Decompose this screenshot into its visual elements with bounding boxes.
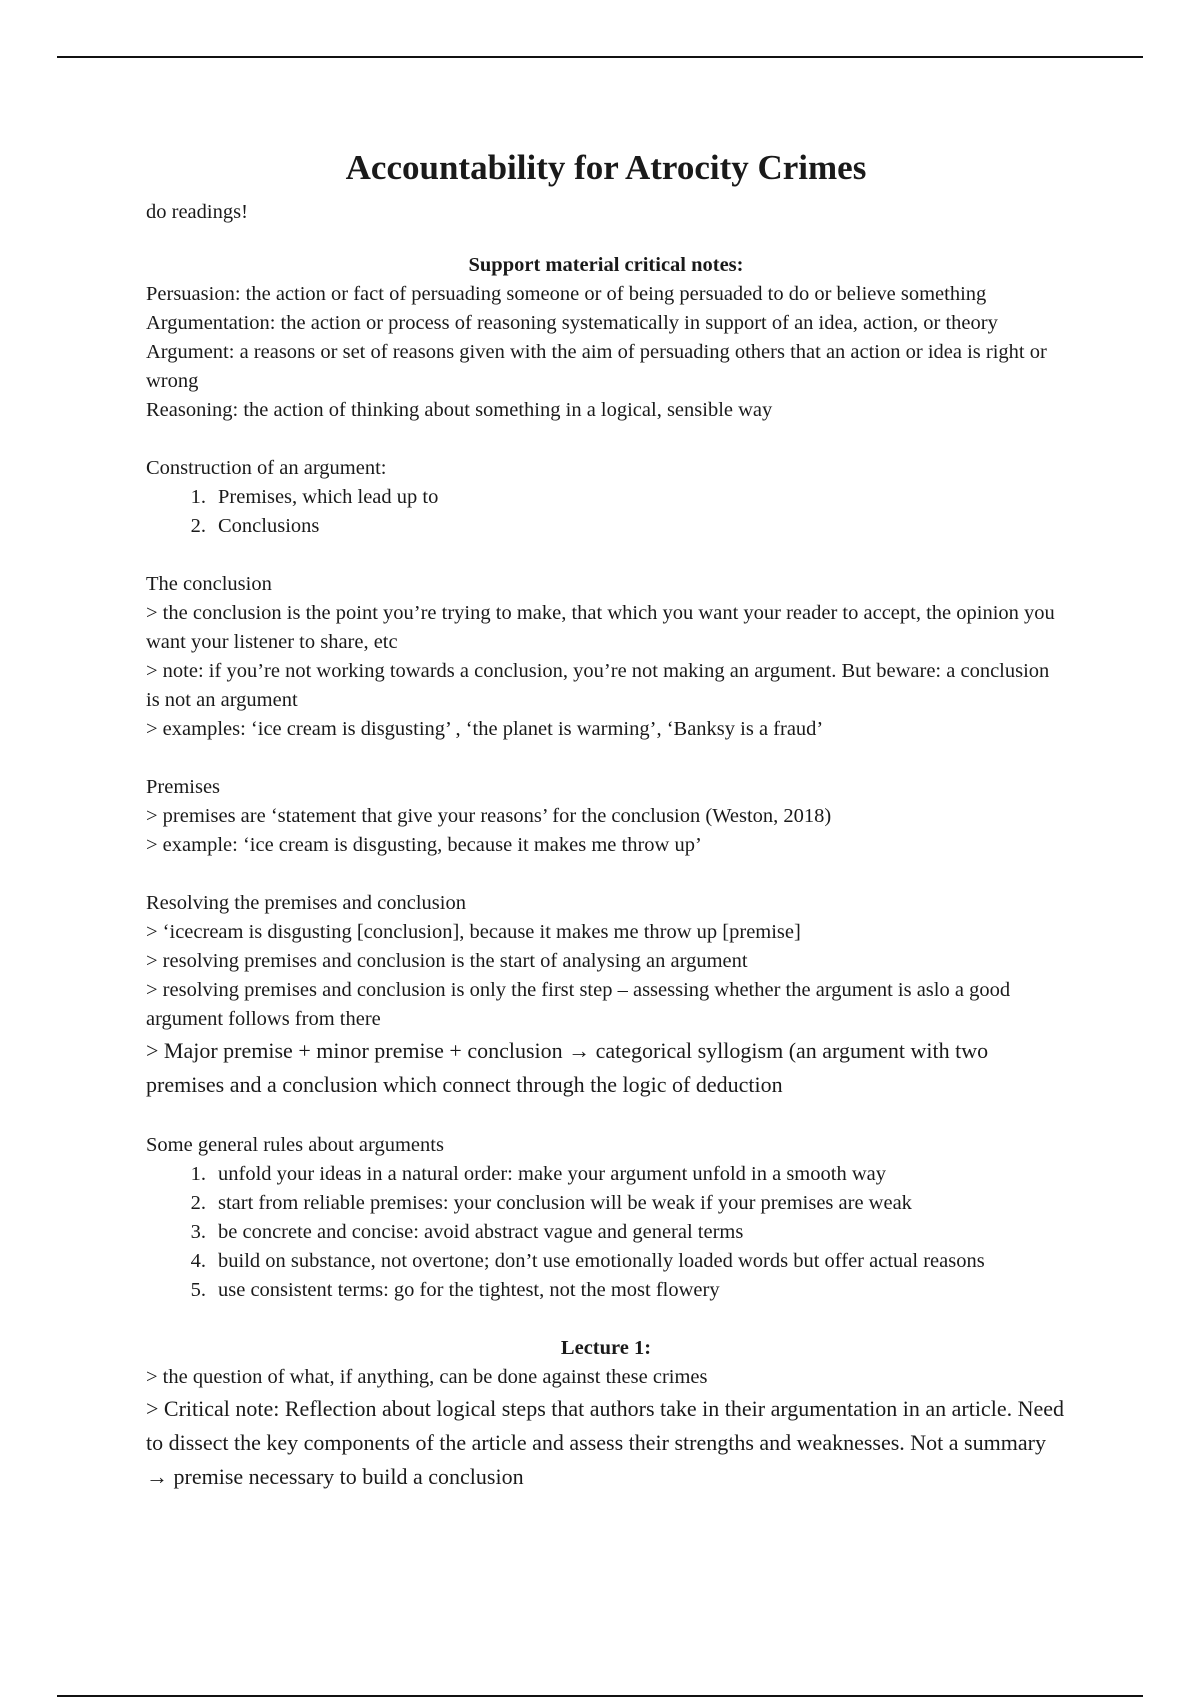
premises-line: > premises are ‘statement that give your reasons’ for the conclusion (Weston, 2018) — [146, 805, 832, 827]
support-heading: Support material critical notes: — [468, 254, 744, 276]
premises-heading: Premises — [146, 776, 221, 798]
list-item: 2. start from reliable premises: your conclusion will be weak if your premises are weak — [190, 1192, 912, 1214]
resolving-line: > ‘icecream is disgusting [conclusion], because it makes me throw up [premise] — [146, 921, 801, 943]
premises-line: > example: ‘ice cream is disgusting, because it makes me throw up’ — [146, 834, 702, 856]
lecture-critical-note: > Critical note: Reflection about logical steps that authors take in their argumentation in an article. Need to dissect the key components of the article and assess their strengths and weaknesses. Not a summary → premise necessary to build a conclusion — [146, 1396, 1064, 1489]
definition-persuasion: Persuasion: the action or fact of persuading someone or of being persuaded to do or believe something — [146, 283, 987, 305]
conclusion-line: > note: if you’re not working towards a conclusion, you’re not making an argument. But beware: a conclusion is not an argument — [146, 660, 1050, 711]
document-page — [146, 148, 1066, 1494]
conclusion-heading: The conclusion — [146, 573, 272, 595]
resolving-line: > resolving premises and conclusion is only the first step – assessing whether the argument is aslo a good argument follows from there — [146, 979, 1011, 1030]
list-item: 5. use consistent terms: go for the tightest, not the most flowery — [190, 1279, 720, 1301]
list-item: 1. Premises, which lead up to — [190, 486, 439, 508]
resolving-heading: Resolving the premises and conclusion — [146, 892, 466, 914]
rules-heading: Some general rules about arguments — [146, 1134, 444, 1156]
rules-list — [146, 1160, 1066, 1305]
resolving-line: > resolving premises and conclusion is the start of analysing an argument — [146, 950, 748, 972]
intro-note: do readings! — [146, 201, 248, 223]
lecture-line: > the question of what, if anything, can be done against these crimes — [146, 1366, 708, 1388]
top-rule — [57, 56, 1143, 58]
construction-heading: Construction of an argument: — [146, 457, 387, 479]
definition-reasoning: Reasoning: the action of thinking about something in a logical, sensible way — [146, 399, 773, 421]
list-item: 4. build on substance, not overtone; don’t use emotionally loaded words but offer actual reasons — [190, 1250, 985, 1272]
construction-list — [146, 483, 1066, 541]
syllogism-line: > Major premise + minor premise + conclusion → categorical syllogism (an argument with two premises and a conclusion which connect through the logic of deduction — [146, 1038, 989, 1097]
conclusion-line: > examples: ‘ice cream is disgusting’ , ‘the planet is warming’, ‘Banksy is a fraud’ — [146, 718, 824, 740]
list-item: 3. be concrete and concise: avoid abstract vague and general terms — [190, 1221, 744, 1243]
list-item: 2. Conclusions — [190, 515, 320, 537]
list-item: 1. unfold your ideas in a natural order: make your argument unfold in a smooth way — [190, 1163, 886, 1185]
definition-argument: Argument: a reasons or set of reasons given with the aim of persuading others that an action or idea is right or wrong — [146, 341, 1047, 392]
lecture-heading: Lecture 1: — [560, 1337, 652, 1359]
bottom-rule — [57, 1695, 1143, 1697]
document-title: Accountability for Atrocity Crimes — [345, 148, 867, 187]
definition-argumentation: Argumentation: the action or process of reasoning systematically in support of an idea, action, or theory — [146, 312, 998, 334]
conclusion-line: > the conclusion is the point you’re trying to make, that which you want your reader to accept, the opinion you want your listener to share, etc — [146, 602, 1055, 653]
